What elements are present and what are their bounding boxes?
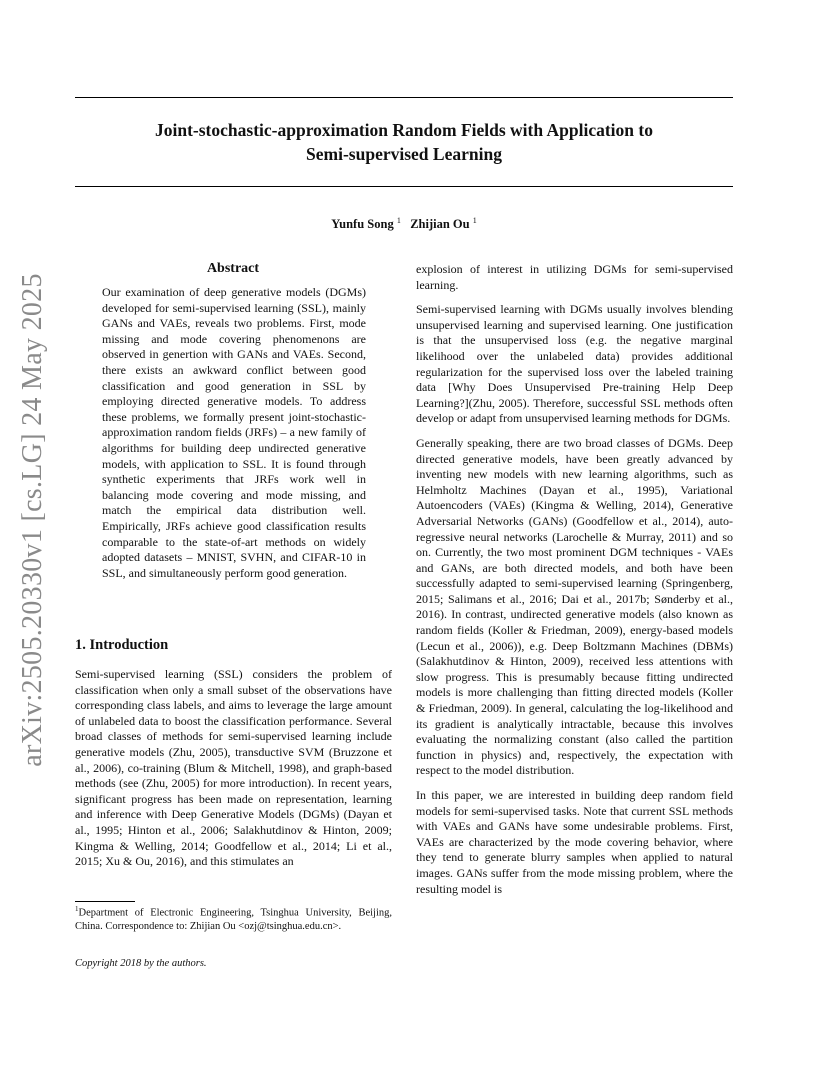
footnote-mark: 1 <box>75 905 79 913</box>
body-paragraph: Generally speaking, there are two broad classes of DGMs. Deep directed generative models, have been greatly advanced by inventing new models with new learning algorithms, such as Helmholtz Machines (Dayan et al., 1995), Variational Autoencoders (VAEs) (Kingma & Welling, 2014), Generative Adversarial Networks (GANs) (Goodfellow et al., 2014), auto-regressive neural networks (Larochelle & Murray, 2011) and so on. Currently, the two most prominent DGM techniques - VAEs and GANs, are both directed models, and both have been successfully adapted to semi-supervised learning (Springenberg, 2015; Salimans et al., 2016; Dai et al., 2017b; Sønderby et al., 2016). In contrast, undirected generative models (also known as random fields (Koller & Friedman, 2009), energy-based models (Lecun et al., 2006)), e.g. Deep Boltzmann Machines (DBMs) (Salakhutdinov & Hinton, 2009), received less attentions with slow progress. This is presumably because fitting undirected models is more challenging than fitting directed models (Koller & Friedman, 2009). In general, calculating the log-likelihood and its gradient is analytically intractable, because this involves evaluating the normalizing constant (also called the partition function in physics) and, respectively, the expectation with respect to the model distribution. <box>416 435 733 778</box>
author-name: Zhijian Ou <box>410 217 470 232</box>
body-paragraph: In this paper, we are interested in building deep random field models for semi-supervised tasks. Note that current SSL methods with VAEs and GANs have some undesirable problems. First, VAEs are characterized by the mode covering behavior, where they tend to generate blurry samples when applied to natural images. GANs suffer from the mode missing problem, where the resulting model is <box>416 788 733 896</box>
affiliation-mark: 1 <box>472 216 477 225</box>
affiliation-mark: 1 <box>396 216 401 225</box>
footnote-text: Department of Electronic Engineering, Tsinghua University, Beijing, China. Correspondence to: Zhijian Ou <ozj@tsinghua.edu.cn>. <box>75 907 392 932</box>
title-line-1: Joint-stochastic-approximation Random Fields with Application to <box>155 120 653 140</box>
author-name: Yunfu Song <box>331 217 394 232</box>
body-paragraph: Semi-supervised learning with DGMs usually involves blending unsupervised learning and supervised learning. One justification is that the unsupervised loss (e.g. the negative marginal likelihood over the unlabeled data) provides additional regularization for the supervised loss over the labeled training data [Why Does Unsupervised Pre-training Help Deep Learning?](Zhu, 2005). Therefore, successful SSL methods often develop or adapt from unsupervised learning methods for DGMs. <box>416 302 733 426</box>
author-list <box>75 216 733 232</box>
copyright-notice: Copyright 2018 by the authors. <box>75 958 207 969</box>
intro-paragraph: Semi-supervised learning (SSL) considers the problem of classification when only a small subset of the observations have corresponding class labels, and aims to leverage the large amount of unlabeled data to boost the classification performance. Several broad classes of methods for semi-supervised learning include generative models (Zhu, 2005), transductive SVM (Bruzzone et al., 2006), co-training (Blum & Mitchell, 1998), and graph-based methods (see (Zhu, 2005) for more introduction). In recent years, significant progress has been made on representation, learning and inference with Deep Generative Models (DGMs) (Dayan et al., 1995; Hinton et al., 2006; Salakhutdinov & Hinton, 2009; Kingma & Welling, 2014; Goodfellow et al., 2014; Li et al., 2015; Xu & Ou, 2016), and this stimulates an <box>75 667 392 869</box>
arxiv-id: arXiv:2505.20330v1 [cs.LG] 24 May 2025 <box>17 273 48 767</box>
title-line-2: Semi-supervised Learning <box>306 144 502 164</box>
footnote-rule <box>75 901 135 902</box>
section-heading: 1. Introduction <box>75 637 169 653</box>
arxiv-stamp <box>13 273 53 767</box>
body-paragraph: explosion of interest in utilizing DGMs for semi-supervised learning. <box>416 262 733 292</box>
abstract-heading: Abstract <box>206 261 260 276</box>
paper-title <box>75 118 733 166</box>
title-bottom-rule <box>75 186 733 187</box>
footnote <box>75 903 392 933</box>
abstract-text: Our examination of deep generative models (DGMs) developed for semi-supervised learning (SSL), mainly GANs and VAEs, reveals two problems. First, mode missing and mode covering phenomenons are observed in genertion with GANs and VAEs. Second, there exists an awkward conflict between good classification and good generation in SSL by employing directed generative models. To address these problems, we formally present joint-stochastic-approximation random fields (JRFs) – a new family of algorithms for building deep undirected generative models, with application to SSL. It is found through synthetic experiments that JRFs work well in balancing mode covering and mode missing, and match the empirical data distribution well. Empirically, JRFs achieve good classification results comparable to the state-of-art methods on widely adopted datasets – MNIST, SVHN, and CIFAR-10 in SSL, and simultaneously perform good generation. <box>102 285 366 580</box>
right-column <box>416 262 733 906</box>
top-rule <box>75 97 733 98</box>
